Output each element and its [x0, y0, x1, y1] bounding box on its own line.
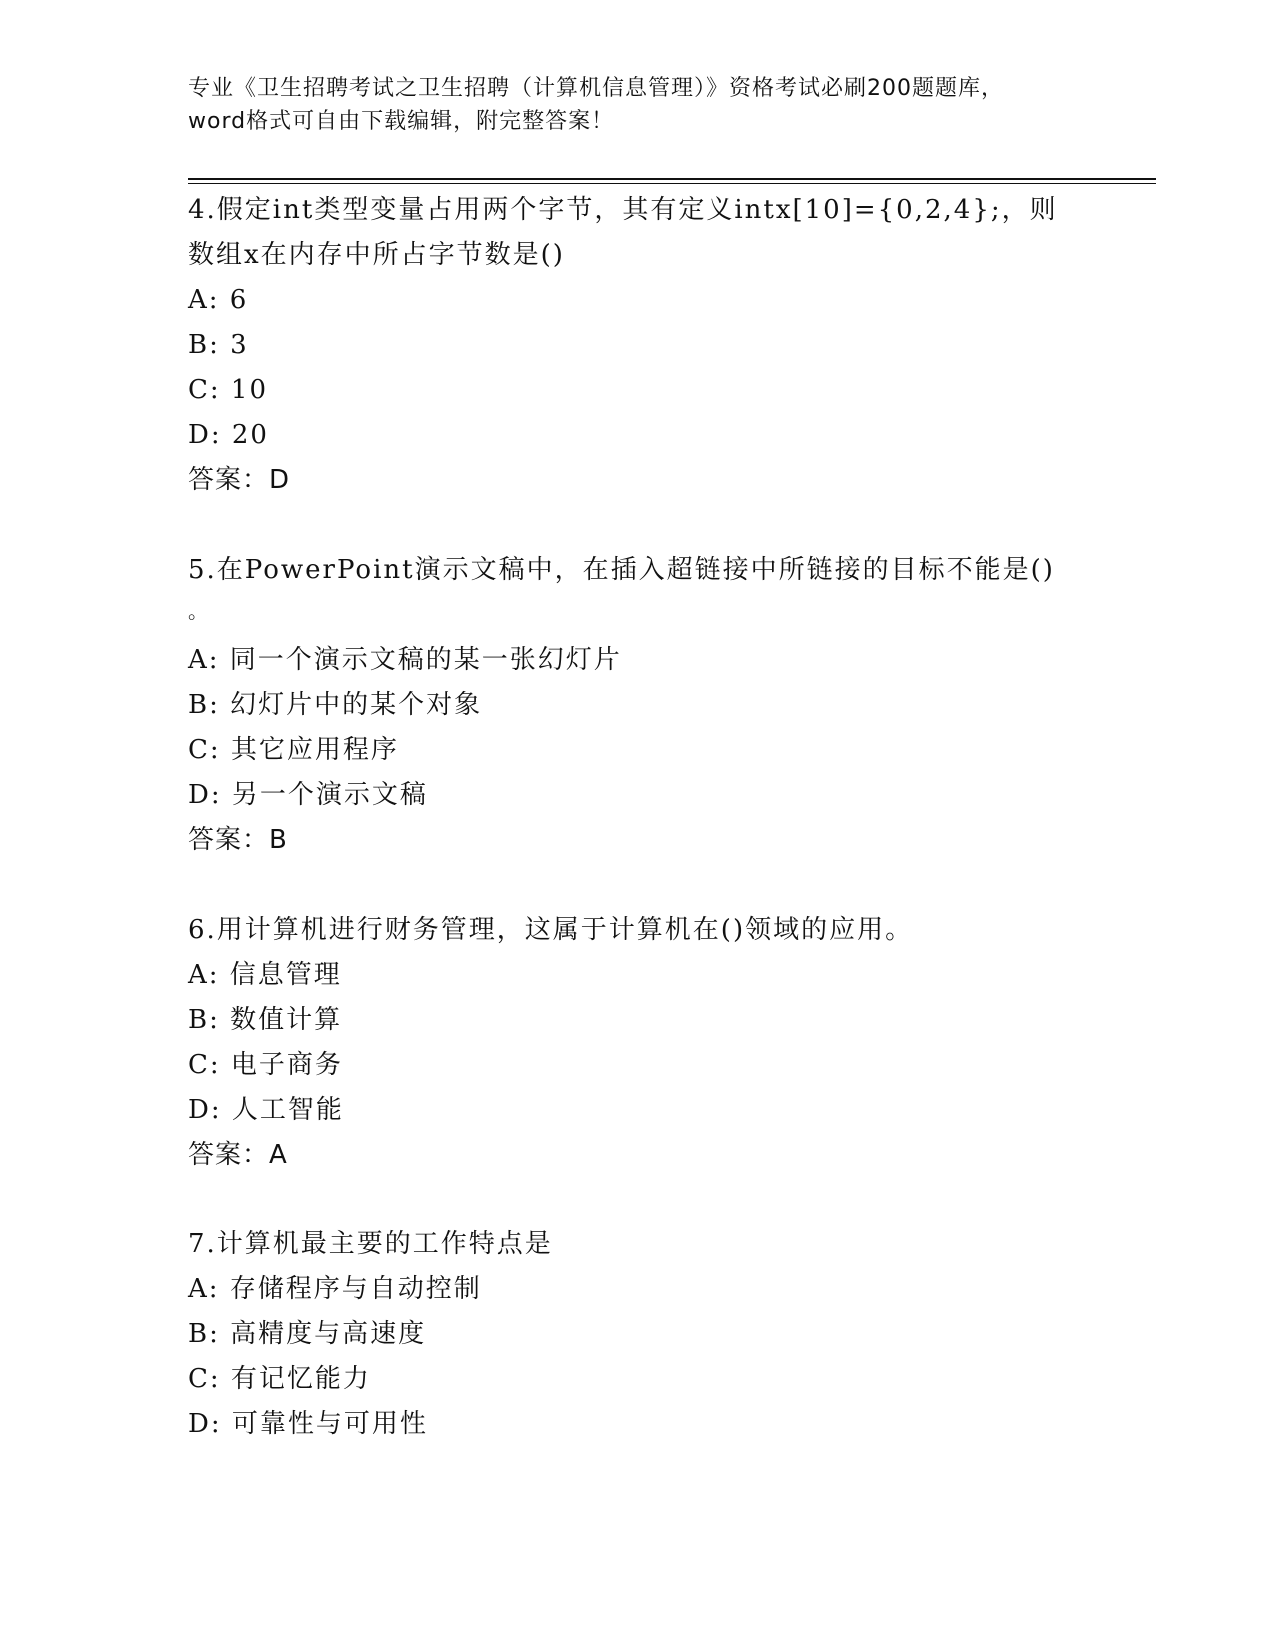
header-line-1: 专业《卫生招聘考试之卫生招聘（计算机信息管理）》资格考试必刷200题题库， — [188, 76, 1004, 101]
answer: 答案：B — [188, 825, 288, 855]
option-c: C: 10 — [188, 375, 269, 405]
option-a: A: 同一个演示文稿的某一张幻灯片 — [188, 645, 622, 675]
option-b: B: 幻灯片中的某个对象 — [188, 690, 483, 720]
question-stem-line: 4.假定int类型变量占用两个字节，其有定义intx[10]={0,2,4};，则 — [188, 195, 1058, 225]
option-c: C: 电子商务 — [188, 1050, 343, 1080]
option-a: A: 6 — [188, 285, 249, 315]
question-stem-line: 6.用计算机进行财务管理，这属于计算机在()领域的应用。 — [188, 915, 914, 945]
question-stem-line: 5.在PowerPoint演示文稿中，在插入超链接中所链接的目标不能是() — [188, 555, 1055, 585]
question-stem-line: 7.计算机最主要的工作特点是 — [188, 1229, 553, 1259]
answer: 答案：A — [188, 1140, 288, 1170]
option-b: B: 3 — [188, 330, 249, 360]
question-4 — [188, 188, 1088, 503]
question-5 — [188, 548, 1088, 863]
answer: 答案：D — [188, 465, 291, 495]
header-rule-thick — [188, 178, 1156, 180]
option-d: D: 20 — [188, 420, 269, 450]
option-d: D: 人工智能 — [188, 1095, 344, 1125]
header-rule-thin — [188, 183, 1156, 184]
question-stem-line: 数组x在内存中所占字节数是() — [188, 240, 565, 270]
question-6 — [188, 908, 1088, 1178]
header-line-2: word格式可自由下载编辑，附完整答案！ — [188, 109, 615, 134]
option-c: C: 其它应用程序 — [188, 735, 399, 765]
option-a: A: 信息管理 — [188, 960, 342, 990]
option-a: A: 存储程序与自动控制 — [188, 1274, 482, 1304]
question-7 — [188, 1222, 1088, 1447]
option-b: B: 高精度与高速度 — [188, 1319, 427, 1349]
document-header — [188, 72, 1088, 138]
option-c: C: 有记忆能力 — [188, 1364, 371, 1394]
option-b: B: 数值计算 — [188, 1005, 343, 1035]
option-d: D: 可靠性与可用性 — [188, 1409, 428, 1439]
question-stem-line: 。 — [188, 599, 210, 623]
option-d: D: 另一个演示文稿 — [188, 780, 428, 810]
